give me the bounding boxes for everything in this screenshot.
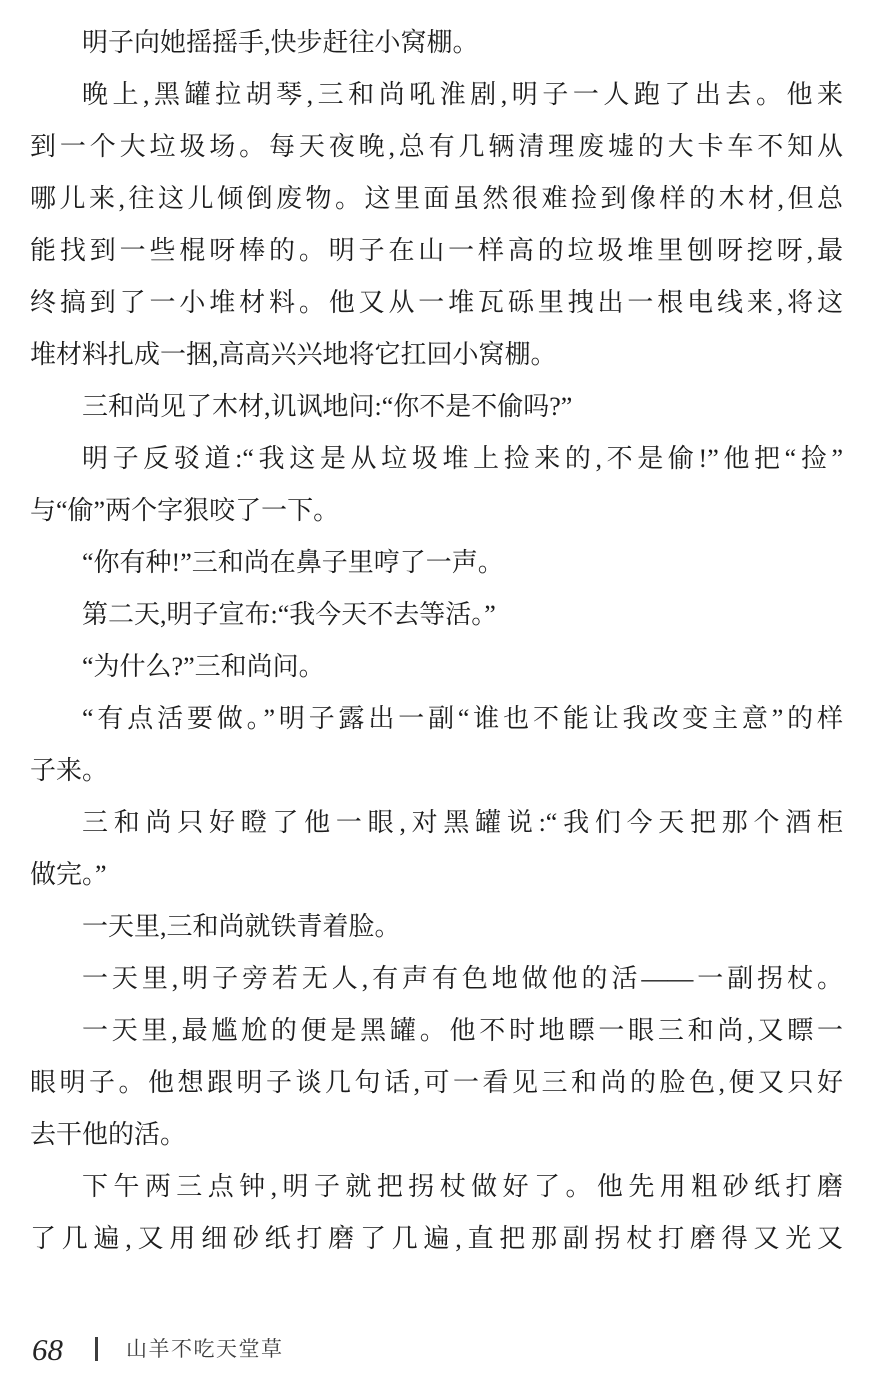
- text-line: 下午两三点钟,明子就把拐杖做好了。他先用粗砂纸打磨: [82, 1172, 843, 1201]
- text-line: 到一个大垃圾场。每天夜晚,总有几辆清理废墟的大卡车不知从: [30, 132, 843, 161]
- text-line: 晚上,黑罐拉胡琴,三和尚吼淮剧,明子一人跑了出去。他来: [82, 80, 843, 109]
- text-line: 一天里,三和尚就铁青着脸。: [82, 912, 401, 941]
- text-line: 做完。”: [30, 860, 107, 889]
- text-line: 去干他的活。: [30, 1120, 187, 1149]
- page-footer: [32, 1330, 845, 1368]
- text-line: 明子向她摇摇手,快步赶往小窝棚。: [82, 28, 479, 57]
- text-line: 眼明子。他想跟明子谈几句话,可一看见三和尚的脸色,便又只好: [30, 1068, 843, 1097]
- text-line: 终搞到了一小堆材料。他又从一堆瓦砾里拽出一根电线来,将这: [30, 288, 843, 317]
- text-line: “你有种!”三和尚在鼻子里哼了一声。: [82, 548, 504, 577]
- text-line: 与“偷”两个字狠咬了一下。: [30, 496, 340, 525]
- text-line: 一天里,明子旁若无人,有声有色地做他的活——一副拐杖。: [82, 964, 843, 993]
- book-title: 山羊不吃天堂草: [126, 1336, 284, 1361]
- text-line: 能找到一些棍呀棒的。明子在山一样高的垃圾堆里刨呀挖呀,最: [30, 236, 843, 265]
- text-line: 第二天,明子宣布:“我今天不去等活。”: [82, 600, 496, 629]
- text-line: 明子反驳道:“我这是从垃圾堆上捡来的,不是偷!”他把“捡”: [82, 444, 843, 473]
- text-line: 了几遍,又用细砂纸打磨了几遍,直把那副拐杖打磨得又光又: [30, 1224, 843, 1253]
- footer-divider: [95, 1337, 98, 1361]
- text-line: 三和尚见了木材,讥讽地问:“你不是不偷吗?”: [82, 392, 573, 421]
- text-line: 哪儿来,往这儿倾倒废物。这里面虽然很难捡到像样的木材,但总: [30, 184, 843, 213]
- text-line: “有点活要做。”明子露出一副“谁也不能让我改变主意”的样: [82, 704, 843, 733]
- text-line: 三和尚只好瞪了他一眼,对黑罐说:“我们今天把那个酒柜: [82, 808, 843, 837]
- text-line: 子来。: [30, 756, 109, 785]
- page-number: 68: [32, 1331, 63, 1367]
- body-text: [30, 17, 843, 1265]
- text-line: “为什么?”三和尚问。: [82, 652, 325, 681]
- text-line: 堆材料扎成一捆,高高兴兴地将它扛回小窝棚。: [30, 340, 557, 369]
- text-line: 一天里,最尴尬的便是黑罐。他不时地瞟一眼三和尚,又瞟一: [82, 1016, 843, 1045]
